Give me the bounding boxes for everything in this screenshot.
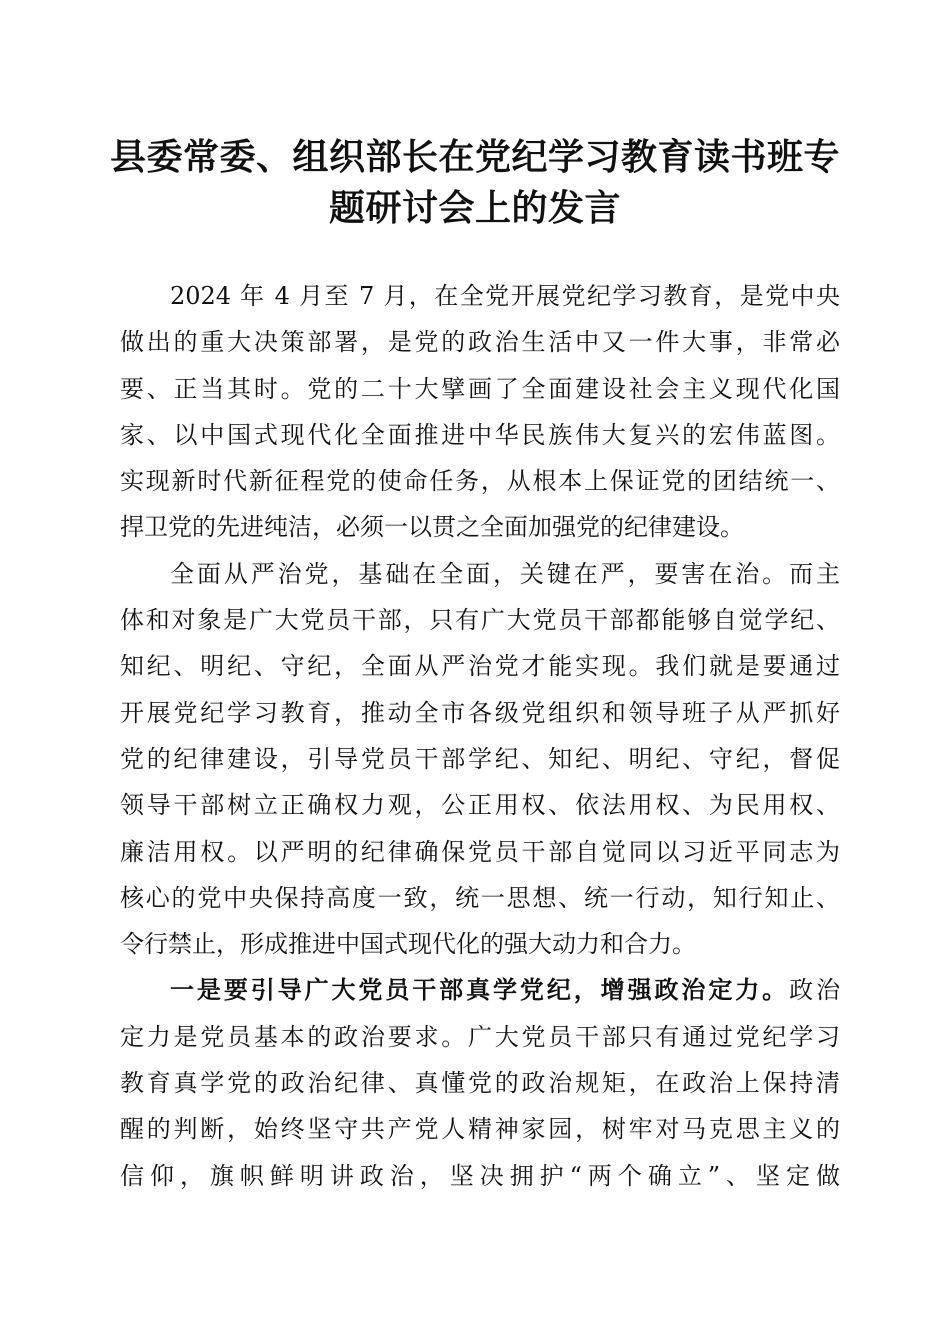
paragraph-1-line-3: 要、正当其时。党的二十大擘画了全面建设社会主义现代化国 bbox=[120, 374, 840, 403]
paragraph-3-line-5: 信仰，旗帜鲜明讲政治，坚决拥护“两个确立”、坚定做 bbox=[120, 1161, 840, 1190]
document-body bbox=[120, 273, 840, 1199]
paragraph-2-line-2: 体和对象是广大党员干部，只有广大党员干部都能够自觉学纪、 bbox=[120, 606, 840, 635]
title-line-2: 题研讨会上的发言 bbox=[328, 188, 621, 229]
paragraph-1 bbox=[120, 273, 840, 551]
paragraph-1-line-6: 捍卫党的先进纯洁，必须一以贯之全面加强党的纪律建设。 bbox=[120, 513, 744, 542]
paragraph-1-line-1: 2024 年 4 月至 7 月，在全党开展党纪学习教育，是党中央 bbox=[170, 282, 840, 310]
paragraph-1-line-2: 做出的重大决策部署，是党的政治生活中又一件大事，非常必 bbox=[120, 328, 840, 357]
paragraph-2-line-7: 廉洁用权。以严明的纪律确保党员干部自觉同以习近平同志为 bbox=[120, 837, 840, 866]
paragraph-2-line-5: 党的纪律建设，引导党员干部学纪、知纪、明纪、守纪，督促 bbox=[120, 744, 840, 773]
paragraph-1-line-5: 实现新时代新征程党的使命任务，从根本上保证党的团结统一、 bbox=[120, 467, 840, 496]
document-title bbox=[100, 132, 850, 234]
paragraph-2-line-9: 令行禁止，形成推进中国式现代化的强大动力和合力。 bbox=[120, 930, 696, 959]
paragraph-3-line-3: 教育真学党的政治纪律、真懂党的政治规矩，在政治上保持清 bbox=[120, 1069, 840, 1098]
paragraph-3-line-2: 定力是党员基本的政治要求。广大党员干部只有通过党纪学习 bbox=[120, 1022, 840, 1051]
paragraph-2-line-3: 知纪、明纪、守纪，全面从严治党才能实现。我们就是要通过 bbox=[120, 652, 840, 681]
paragraph-3-line-1-rest: 政治 bbox=[789, 976, 841, 1005]
paragraph-1-line-4: 家、以中国式现代化全面推进中华民族伟大复兴的宏伟蓝图。 bbox=[120, 420, 840, 449]
title-line-1: 县委常委、组织部长在党纪学习教育读书班专 bbox=[109, 137, 840, 178]
paragraph-3-line-4: 醒的判断，始终坚守共产党人精神家园，树牢对马克思主义的 bbox=[120, 1115, 840, 1144]
paragraph-3-line-1 bbox=[120, 967, 840, 1013]
paragraph-3-bold-lead: 一是要引导广大党员干部真学党纪，增强政治定力。 bbox=[170, 975, 790, 1005]
paragraph-2 bbox=[120, 551, 840, 968]
paragraph-2-line-1: 全面从严治党，基础在全面，关键在严，要害在治。而主 bbox=[170, 559, 840, 588]
paragraph-2-line-8: 核心的党中央保持高度一致，统一思想、统一行动，知行知止、 bbox=[120, 883, 840, 912]
paragraph-3 bbox=[120, 967, 840, 1198]
paragraph-2-line-4: 开展党纪学习教育，推动全市各级党组织和领导班子从严抓好 bbox=[120, 698, 840, 727]
paragraph-2-line-6: 领导干部树立正确权力观，公正用权、依法用权、为民用权、 bbox=[120, 791, 840, 820]
